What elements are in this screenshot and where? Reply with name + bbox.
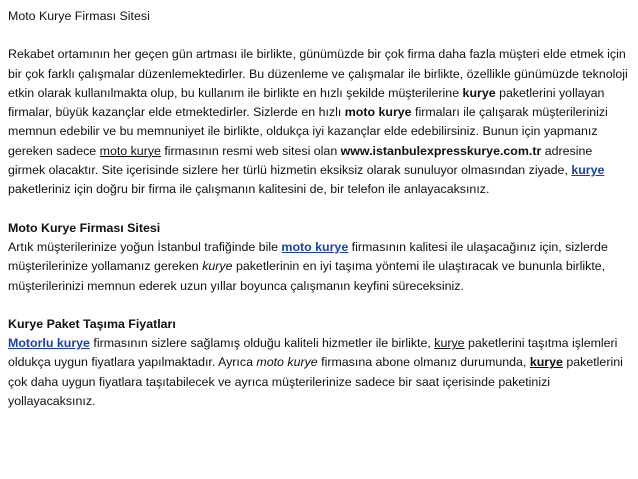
intro-text-5: adresine girmek olacaktır. Site içerisinde sizlere her türlü hizmetin eksiksiz olarak sunuluyor olmasından ziyade, bbox=[8, 143, 593, 178]
intro-paragraph bbox=[8, 45, 630, 199]
intro-bold-moto-kurye: moto kurye bbox=[344, 105, 412, 120]
section1-italic-kurye: kurye bbox=[202, 259, 233, 274]
section2-motorlu-kurye-link[interactable]: Motorlu kurye bbox=[8, 336, 90, 351]
intro-text-4: firmasının resmi web sitesi olan bbox=[160, 143, 341, 158]
intro-text-3: firmaları ile çalışarak müşterilerinizi memnun edebilir ve bu memnuniyet ile birlikte, oldukça iyi kazançlar elde edebilirsiniz. Bunun için yapmanız gereken sadece bbox=[8, 105, 608, 158]
section2-paragraph bbox=[8, 334, 630, 411]
document-title: Moto Kurye Firması Sitesi bbox=[8, 9, 150, 23]
section2-italic-moto-kurye: moto kurye bbox=[256, 355, 318, 370]
section2-text-4: paketlerini çok daha uygun fiyatlara taşıtabilecek ve ayrıca müşterilerinize sadece bir saat içerisinde paketinizi yollayacaksınız. bbox=[8, 355, 623, 409]
section1-text-1: Artık müşterilerinize yoğun İstanbul trafiğinde bile bbox=[8, 239, 282, 254]
intro-bold-kurye: kurye bbox=[462, 85, 496, 100]
section2-underline-kurye: kurye bbox=[434, 336, 465, 351]
section2-heading: Kurye Paket Taşıma Fiyatları bbox=[8, 316, 176, 331]
intro-website: www.istanbulexpresskurye.com.tr bbox=[340, 143, 542, 158]
intro-text-6: paketleriniz için doğru bir firma ile çalışmanın kalitesini de, bir telefon ile anlayacaksınız. bbox=[8, 182, 490, 197]
intro-kurye-link[interactable]: kurye bbox=[571, 163, 605, 178]
section1-paragraph bbox=[8, 238, 630, 296]
section2-bold-underline-kurye: kurye bbox=[529, 355, 563, 370]
section2-text-2: paketlerini taşıtma işlemleri oldukça uygun fiyatlara yapılmaktadır. Ayrıca bbox=[8, 336, 618, 370]
section1-moto-kurye-link[interactable]: moto kurye bbox=[281, 239, 349, 254]
section1-heading: Moto Kurye Firması Sitesi bbox=[8, 220, 161, 235]
intro-text-1: Rekabet ortamının her geçen gün artması ile birlikte, günümüzde bir çok firma daha fazla müşteri elde etmek için bir çok farklı çalışmalar düzenlemektedirler. Bu düzenleme ve çalışmalar ile birlikte, özellikle günümüzde teknoloji etkin olarak kullanılmakta olup, bu kullanım ile birlikte en hızlı şekilde müşterilerine bbox=[8, 47, 628, 100]
section1-text-2: firmasının kalitesi ile ulaşacağınız için, sizlerde müşterilerinize yollamanız gereken bbox=[8, 239, 608, 274]
intro-underline-moto-kurye: moto kurye bbox=[99, 143, 161, 158]
section1-text-3: paketlerinin en iyi taşıma yöntemi ile ulaştıracak ve bununla birlikte, müşterilerinizi memnun ederek uzun yıllar boyunca çalışmanın keyfini süreceksiniz. bbox=[8, 259, 606, 293]
section2-text-3: firmasına abone olmanız durumunda, bbox=[317, 355, 530, 370]
intro-text-2: paketlerini yollayan firmalar, büyük kazançlar elde etmektedirler. Sizlerde en hızlı bbox=[8, 85, 605, 120]
section2-text-1: firmasının sizlere sağlamış olduğu kaliteli hizmetler ile birlikte, bbox=[89, 336, 435, 351]
